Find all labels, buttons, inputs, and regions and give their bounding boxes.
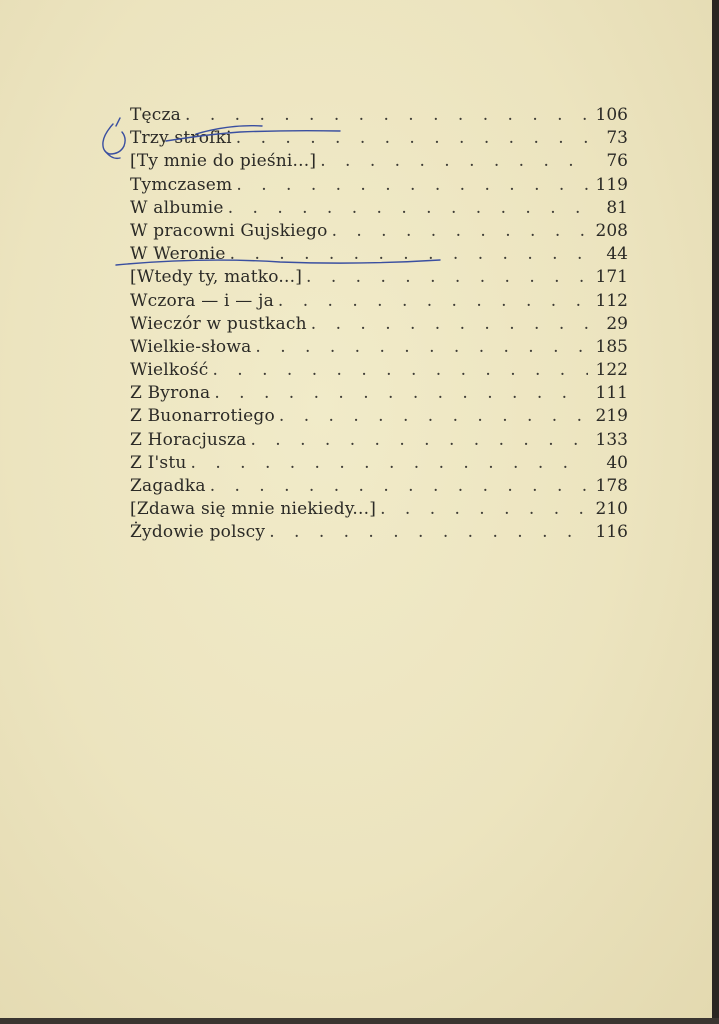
entry-title: [Zdawa się mnie niekiedy...] [130, 499, 377, 520]
dot-leader [224, 197, 588, 220]
entry-title: Wczora — i — ja [130, 290, 274, 311]
entry-title: [Ty mnie do pieśni...] [130, 151, 317, 172]
entry-title: Z Buonarrotiego [130, 406, 275, 427]
page-number: 40 [606, 452, 628, 473]
dot-leader [307, 313, 588, 336]
dot-leader [232, 127, 588, 150]
dot-leader [232, 174, 588, 197]
toc-row [130, 174, 628, 197]
dot-leader [265, 521, 588, 544]
page-number: 208 [595, 220, 628, 241]
dot-leader [226, 243, 588, 266]
entry-title: W pracowni Gujskiego [130, 220, 328, 241]
toc-row [130, 498, 628, 521]
toc-row [130, 429, 628, 452]
margin-mark-icon [103, 124, 125, 154]
page-number: 219 [595, 406, 628, 427]
toc-row [130, 197, 628, 220]
entry-title: Z Byrona [130, 383, 211, 404]
entry-title: Trzy strofki [130, 128, 232, 149]
page-number: 106 [595, 105, 628, 125]
toc-row [130, 220, 628, 243]
entry-title: Tymczasem [130, 174, 233, 195]
dot-leader [247, 429, 589, 452]
page-number: 185 [595, 336, 628, 357]
dot-leader [206, 475, 588, 498]
entry-title: Wielkość [130, 360, 209, 381]
entry-title: Tęcza [130, 105, 182, 125]
toc-row [130, 104, 628, 127]
entry-title: Żydowie polscy [130, 522, 266, 543]
page-number: 171 [595, 267, 628, 288]
dot-leader [275, 405, 588, 428]
dot-leader [209, 359, 589, 382]
page-number: 116 [595, 522, 628, 543]
page-bottom-edge [0, 1018, 719, 1024]
toc-row [130, 290, 628, 313]
page-number: 119 [595, 174, 628, 195]
dot-leader [187, 452, 588, 475]
entry-title: W Weronie [130, 244, 226, 265]
table-of-contents [130, 104, 628, 545]
entry-title: W albumie [130, 197, 224, 218]
page-number: 210 [595, 499, 628, 520]
page-number: 112 [595, 290, 628, 311]
toc-row [130, 336, 628, 359]
page-number: 81 [606, 197, 628, 218]
dot-leader [376, 498, 588, 521]
toc-row [130, 313, 628, 336]
page-number: 122 [595, 360, 628, 381]
page-number: 76 [606, 151, 628, 172]
toc-row [130, 266, 628, 289]
margin-tick-icon [116, 118, 120, 126]
entry-title: [Wtedy ty, matko...] [130, 267, 303, 288]
entry-title: Zagadka [130, 476, 206, 496]
entry-title: Wielkie-słowa [130, 336, 252, 357]
page-number: 133 [595, 429, 628, 450]
page-number: 44 [606, 244, 628, 265]
entry-title: Z I'stu [130, 452, 187, 473]
book-spine-edge [712, 0, 719, 1024]
toc-row [130, 475, 628, 498]
toc-row [130, 150, 628, 173]
toc-row [130, 359, 628, 382]
page-number: 29 [606, 313, 628, 334]
dot-leader [316, 150, 588, 173]
toc-row [130, 382, 628, 405]
page-number: 111 [595, 383, 628, 404]
toc-row [130, 243, 628, 266]
dot-leader [328, 220, 588, 243]
dot-leader [274, 290, 588, 313]
page-number: 178 [595, 476, 628, 496]
margin-curl-icon [105, 151, 120, 158]
page-number: 73 [606, 128, 628, 149]
dot-leader [251, 336, 588, 359]
toc-row [130, 521, 628, 544]
entry-title: Wieczór w pustkach [130, 313, 307, 334]
dot-leader [210, 382, 588, 405]
toc-row [130, 452, 628, 475]
dot-leader [302, 266, 588, 289]
entry-title: Z Horacjusza [130, 429, 247, 450]
toc-row [130, 405, 628, 428]
dot-leader [181, 104, 588, 127]
toc-row [130, 127, 628, 150]
